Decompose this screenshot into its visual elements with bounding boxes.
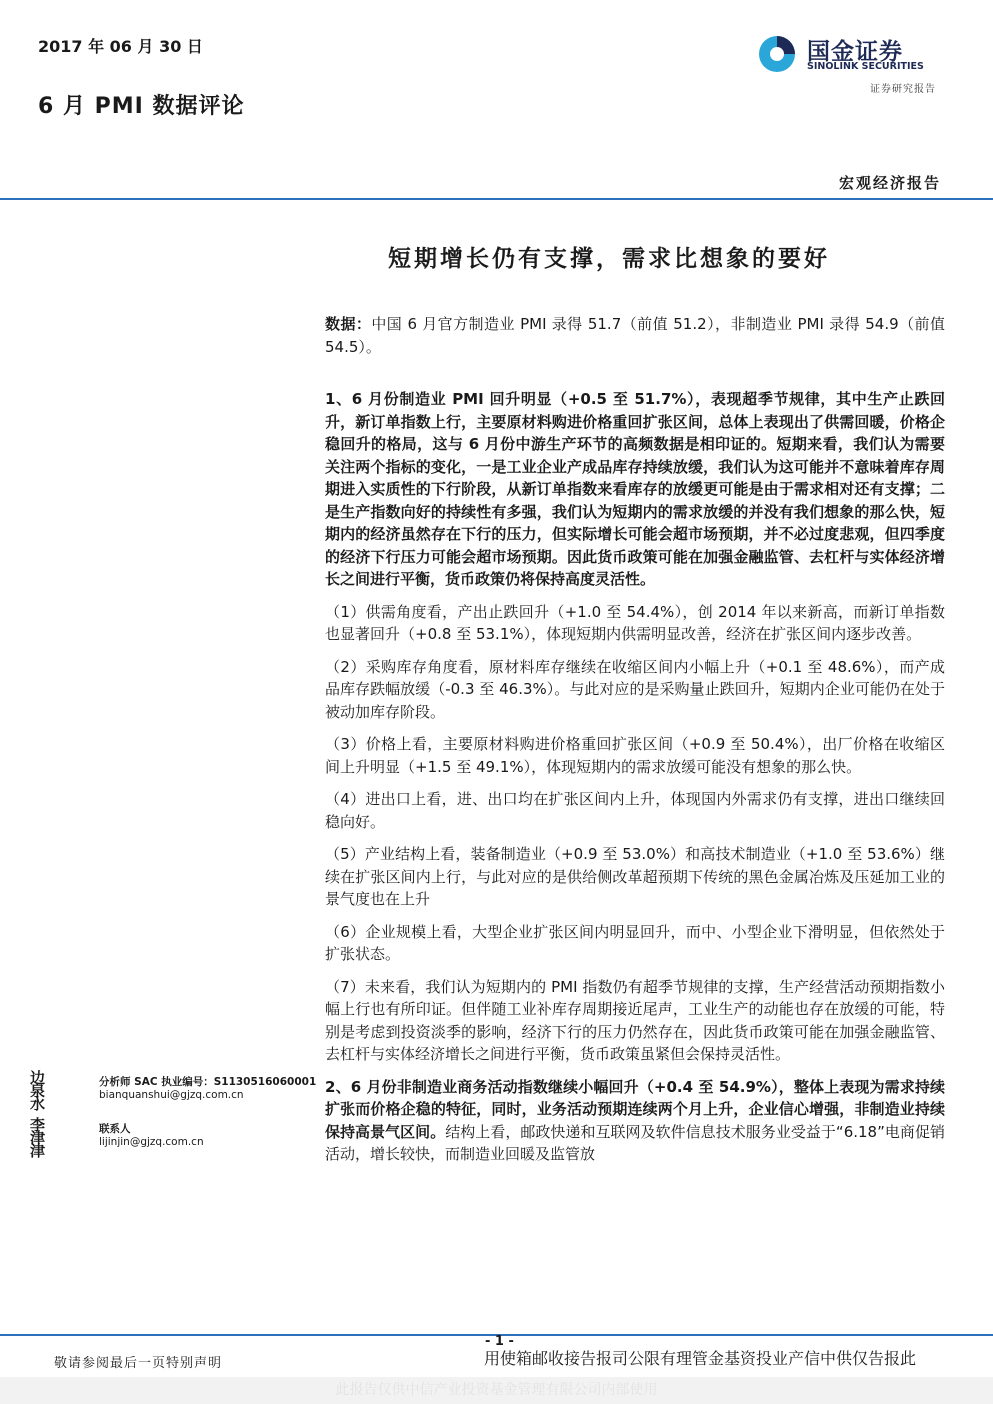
logo-en-text: SINOLINK SECURITIES xyxy=(807,61,924,72)
paragraph-6: （6）企业规模上看，大型企业扩张区间内明显回升，而中、小型企业下滑明显，但依然处于扩张状态。 xyxy=(325,922,945,963)
author-role: 分析师 SAC 执业编号：S1130516060001 xyxy=(99,1076,317,1088)
data-text: 中国 6 月官方制造业 PMI 录得 51.7（前值 51.2），非制造业 PMI 录得 54.9（前值 54.5）。 xyxy=(325,315,945,356)
footer-usage-notice: 用使箱邮收接告报司公限有理管金基资投业产信中供仅告报此 xyxy=(484,1349,917,1368)
footer-watermark: 此报告仅供中信产业投资基金管理有限公司内部使用 xyxy=(0,1377,993,1404)
paragraph-2: （2）采购库存角度看，原材料库存继续在收缩区间内小幅上升（+0.1 至 48.6%），而产成品库存跌幅放缓（-0.3 至 46.3%）。与此对应的是采购量止跌回升，短期内企业可能仍在处于被动加库存阶段。 xyxy=(325,657,945,721)
report-headline: 短期增长仍有支撑，需求比想象的要好 xyxy=(388,246,830,272)
paragraph-5: （5）产业结构上看，装备制造业（+0.9 至 53.0%）和高技术制造业（+1.0 至 53.6%）继续在扩张区间内上行，与此对应的是供给侧改革超预期下传统的黑色金属冶炼及压延加工业的景气度也在上升 xyxy=(325,845,945,908)
author-info xyxy=(99,1076,316,1102)
author-email[interactable]: bianquanshui@gjzq.com.cn xyxy=(99,1089,244,1101)
report-body xyxy=(325,313,945,1176)
report-type: 宏观经济报告 xyxy=(838,174,941,192)
logo-mark-icon xyxy=(757,34,797,74)
author-name: 李津津 xyxy=(30,1116,47,1160)
logo-subtitle: 证券研究报告 xyxy=(870,84,936,95)
paragraph-1: （1）供需角度看，产出止跌回升（+1.0 至 54.4%），创 2014 年以来新高，而新订单指数也显著回升（+0.8 至 53.1%），体现短期内供需明显改善，经济在扩张区间内逐步改善。 xyxy=(325,602,945,643)
author-email[interactable]: lijinjin@gjzq.com.cn xyxy=(99,1136,204,1148)
data-label: 数据： xyxy=(325,315,372,333)
logo-cn-text: 国金证券 xyxy=(807,39,903,65)
section-1-summary: 1、6 月份制造业 PMI 回升明显（+0.5 至 51.7%），表现超季节规律，其中生产止跌回升，新订单指数上行，主要原材料购进价格重回扩张区间，总体上表现出了供需回暖，价格企稳回升的格局，这与 6 月份中游生产环节的高频数据是相印证的。短期来看，我们认为需要关注两个指标的变化，一是工业企业产成品库存持续放缓，我们认为这可能并不意味着库存周期进入实质性的下行阶段，从新订单指数来看库存的放缓更可能是由于需求相对还有支撑；二是生产指数向好的持续性有多强，我们认为短期内的需求放缓的并没有我们想象的那么快，短期内的经济虽然存在下行的压力，但实际增长可能会超市场预期，并不必过度悲观，但四季度的经济下行压力可能会超市场预期。因此货币政策可能在加强金融监管、去杠杆与实体经济增长之间进行平衡，货币政策仍将保持高度灵活性。 xyxy=(325,390,945,588)
footer-disclaimer: 敬请参阅最后一页特别声明 xyxy=(54,1356,223,1371)
author-name: 边泉水 xyxy=(30,1069,47,1113)
page-number: - 1 - xyxy=(485,1334,514,1349)
section-2-summary: 2、6 月份非制造业商务活动指数继续小幅回升（+0.4 至 54.9%），整体上表现为需求持续扩张而价格企稳的特征，同时，业务活动预期连续两个月上升，企业信心增强，非制造业持续保持高景气区间。 xyxy=(325,1077,945,1141)
section-2 xyxy=(325,1076,945,1166)
data-summary xyxy=(325,313,945,358)
paragraph-7: （7）未来看，我们认为短期内的 PMI 指数仍有超季节规律的支撑，生产经营活动预期指数小幅上行也有所印证。但伴随工业补库存周期接近尾声，工业生产的动能也存在放缓的可能，特别是考虑到投资淡季的影响，经济下行的压力仍然存在，因此货币政策可能在加强金融监管、去杠杆与实体经济增长之间进行平衡，货币政策虽紧但会保持灵活性。 xyxy=(325,977,945,1063)
section-2-text: 结构上看，邮政快递和互联网及软件信息技术服务业受益于“6.18”电商促销活动，增长较快，而制造业回暖及监管放 xyxy=(325,1122,945,1163)
paragraph-4: （4）进出口上看，进、出口均在扩张区间内上升，体现国内外需求仍有支撑，进出口继续回稳向好。 xyxy=(325,790,945,831)
report-date: 2017 年 06 月 30 日 xyxy=(38,37,203,56)
author-info xyxy=(99,1123,204,1149)
paragraph-3: （3）价格上看，主要原材料购进价格重回扩张区间（+0.9 至 50.4%），出厂价格在收缩区间上升明显（+1.5 至 49.1%），体现短期内的需求放缓可能没有想象的那么快。 xyxy=(325,735,945,776)
document-title: 6 月 PMI 数据评论 xyxy=(38,94,245,119)
header-divider xyxy=(0,198,993,200)
author-role: 联系人 xyxy=(99,1123,131,1135)
company-logo xyxy=(757,30,947,96)
